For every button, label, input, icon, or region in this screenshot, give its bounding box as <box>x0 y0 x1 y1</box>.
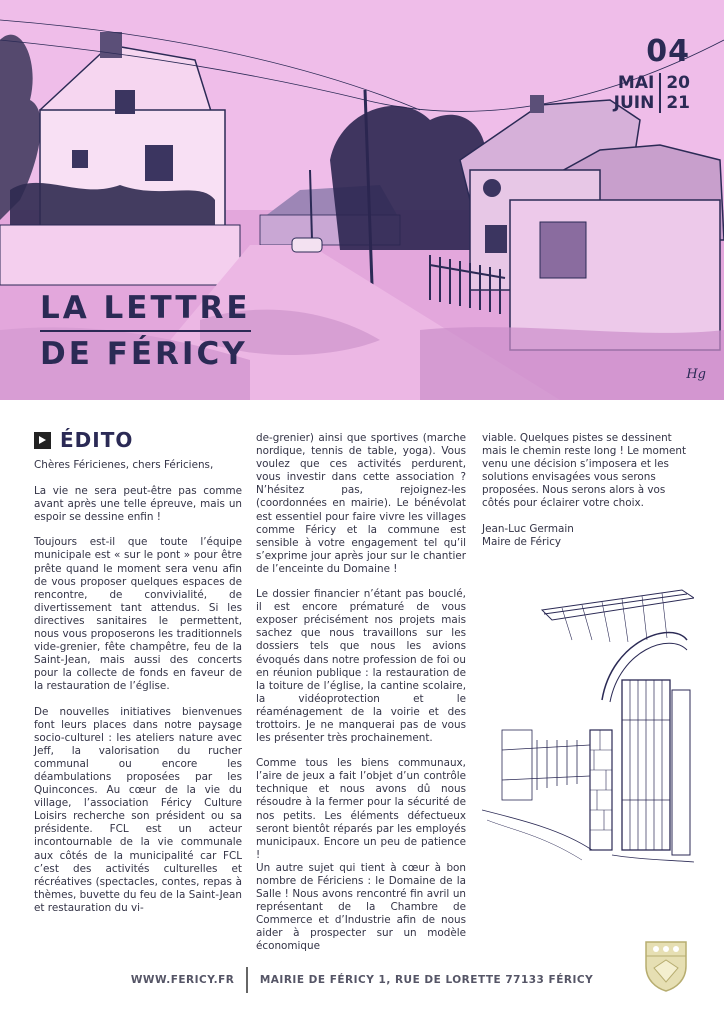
paragraph: La vie ne sera peut-être pas comme avant après une telle épreuve, mais un espoir se dessine enfin ! <box>34 485 242 524</box>
paragraph: Comme tous les biens communaux, l’aire de jeux a fait l’objet d’un contrôle technique et nous avons dû nous résoudre à la fermer pour la sécurité de nos petits. Les éléments défectueux seront bientôt réparés par les employés municipaux. Encore un peu de patience ! <box>256 757 466 861</box>
issue-dates <box>614 73 690 113</box>
issue-months <box>614 73 662 113</box>
masthead-line-2: DE FÉRICY <box>40 336 248 372</box>
masthead-line-1: LA LETTRE <box>40 290 251 332</box>
column-2 <box>256 432 466 954</box>
signer-title: Maire de Féricy <box>482 535 562 548</box>
town-crest-icon <box>642 938 690 992</box>
footer-address: MAIRIE DE FÉRICY 1, RUE DE LORETTE 77133 FÉRICY <box>259 974 594 986</box>
paragraph: viable. Quelques pistes se dessinent mais le chemin reste long ! Le moment venu une décision s’imposera et les solutions envisagées vous serons proposées. Nous serons alors à vos côtés pour éclairer votre choix. <box>482 432 687 510</box>
greeting: Chères Féricienes, chers Fériciens, <box>34 459 214 471</box>
issue-month-2: JUIN <box>613 93 655 113</box>
footer-website-link[interactable]: WWW.FERICY.FR <box>130 974 235 986</box>
footer <box>0 960 724 1000</box>
issue-number: 04 <box>646 34 690 69</box>
edito-title: ÉDITO <box>60 427 134 452</box>
gate-sketch-illustration <box>482 580 694 876</box>
footer-divider <box>246 967 248 993</box>
issue-month-1: MAI <box>617 73 655 93</box>
artist-signature: Hg <box>686 367 706 382</box>
issue-year-2: 21 <box>666 93 690 113</box>
paragraph: Le dossier financier n’étant pas bouclé, il est encore prématuré de vous exposer précisément nos projets mais sachez que nous travaillons sur les dossiers tels que nous les avions évoqués dans notre profession de foi ou en réunion publique : la restauration de la toiture de l’église, la cantine scolaire, la vidéoprotection et le réaménagement de la voirie et des trottoirs. Je ne manquerai pas de vous les présenter très prochainement. <box>256 588 466 745</box>
hero-illustration <box>0 0 724 400</box>
issue-block <box>614 34 690 113</box>
paragraph: Un autre sujet qui tient à cœur à bon nombre de Fériciens : le Domaine de la Salle ! Nous avons rencontré fin avril un représentant de la Chambre de Commerce et d’Industrie afin de nous aider à prospecter sur un modèle économique <box>256 861 466 953</box>
masthead-title <box>40 290 251 372</box>
column-1 <box>34 427 242 915</box>
paragraph: De nouvelles initiatives bienvenues font leurs places dans notre paysage socio-culturel : les ateliers nature avec Jeff, la valorisation du rucher communal ou encore les déambulations proposées par les Quinconces. Au cœur de la vie du village, l’association Féricy Culture Loisirs recherche son président ou sa présidente. FCL est un acteur incontournable de la vie communale aux côtés de la municipalité car FCL c’est des activités culturelles et récréatives (spectacles, contes, repas à thèmes, buvette du feu de la Saint-Jean et restauration du vi- <box>34 705 242 914</box>
play-arrow-icon <box>34 432 51 449</box>
column-3 <box>482 432 690 561</box>
signer-name: Jean-Luc Germain <box>482 522 574 535</box>
edito-heading <box>34 427 242 452</box>
issue-year-1: 20 <box>666 73 690 93</box>
paragraph: Toujours est-il que toute l’équipe municipale est « sur le pont » pour être prête quand le moment sera venu afin de vous proposer quelques espaces de rencontre, de convivialité, de divertissement tant attendus. Si les directives sanitaires le permettent, nous vous proposerons les traditionnels vide-grenier, fête champêtre, feu de la Saint-Jean, mais aussi des concerts pour la collecte de fonds en faveur de la restauration de l’église. <box>34 536 242 693</box>
paragraph: de-grenier) ainsi que sportives (marche nordique, tennis de table, yoga). Vous voulez que ces activités perdurent, vous investir dans cette association ? N’hésitez pas, rejoignez-les (coordonnées en mairie). Le bénévolat est essentiel pour faire vivre les villages comme Féricy et la commune est sensible à votre engagement tel qu’il s’exprime jour après jour sur le chantier de l’enceinte du Domaine ! <box>256 432 466 575</box>
issue-years <box>661 73 690 113</box>
